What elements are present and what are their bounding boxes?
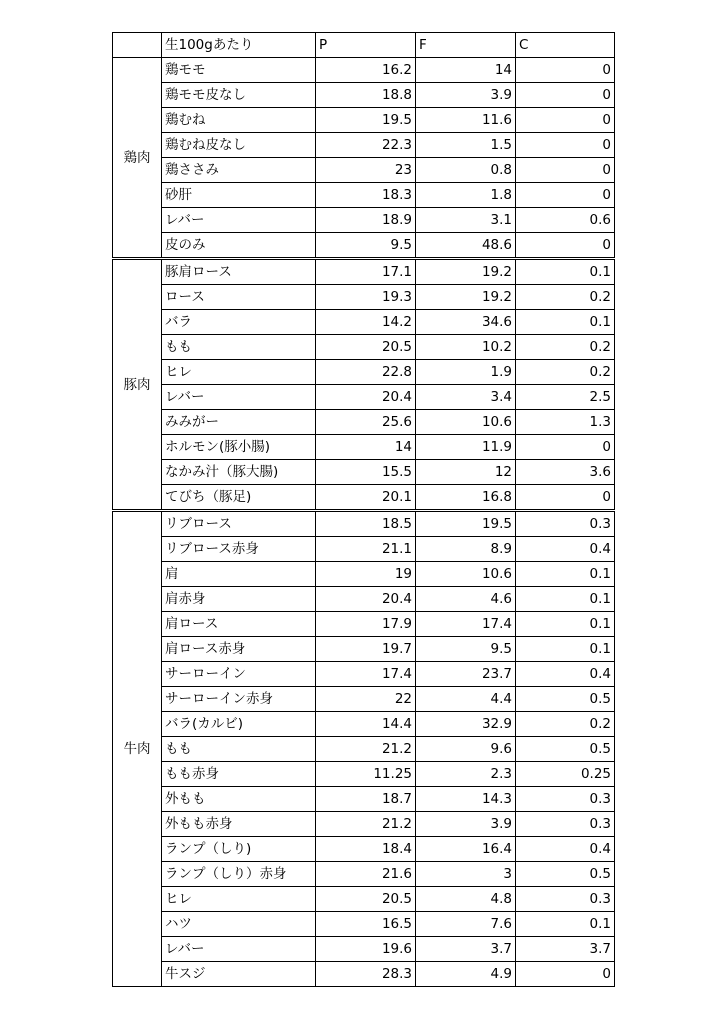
carb-value: 0 <box>516 83 615 108</box>
group-label: 豚肉 <box>113 259 162 511</box>
protein-value: 20.5 <box>316 887 416 912</box>
carb-value: 0.1 <box>516 310 615 335</box>
fat-value: 9.5 <box>416 637 516 662</box>
carb-value: 0.5 <box>516 862 615 887</box>
fat-value: 17.4 <box>416 612 516 637</box>
carb-value: 0 <box>516 435 615 460</box>
item-name: 牛スジ <box>162 962 316 987</box>
table-row <box>113 485 615 511</box>
carb-value: 0.3 <box>516 511 615 537</box>
fat-value: 12 <box>416 460 516 485</box>
item-name: 外もも赤身 <box>162 812 316 837</box>
carb-value: 0.2 <box>516 285 615 310</box>
protein-value: 22.3 <box>316 133 416 158</box>
item-name: もも <box>162 737 316 762</box>
table-row <box>113 712 615 737</box>
protein-value: 21.6 <box>316 862 416 887</box>
fat-value: 11.9 <box>416 435 516 460</box>
table-row <box>113 587 615 612</box>
protein-value: 21.2 <box>316 737 416 762</box>
protein-value: 19.6 <box>316 937 416 962</box>
table-row <box>113 435 615 460</box>
carb-value: 0.1 <box>516 259 615 285</box>
table-row <box>113 285 615 310</box>
fat-value: 9.6 <box>416 737 516 762</box>
item-name: サーローイン赤身 <box>162 687 316 712</box>
fat-value: 4.6 <box>416 587 516 612</box>
carb-value: 0.2 <box>516 335 615 360</box>
table-row <box>113 962 615 987</box>
table-row <box>113 360 615 385</box>
item-name: なかみ汁（豚大腸) <box>162 460 316 485</box>
protein-value: 18.3 <box>316 183 416 208</box>
fat-value: 4.8 <box>416 887 516 912</box>
carb-value: 0 <box>516 183 615 208</box>
carb-value: 0.5 <box>516 687 615 712</box>
table-row <box>113 133 615 158</box>
protein-value: 18.8 <box>316 83 416 108</box>
protein-value: 20.4 <box>316 587 416 612</box>
protein-value: 19.5 <box>316 108 416 133</box>
table-row <box>113 410 615 435</box>
fat-value: 23.7 <box>416 662 516 687</box>
protein-value: 23 <box>316 158 416 183</box>
header-fat: F <box>416 33 516 58</box>
item-name: リブロース <box>162 511 316 537</box>
carb-value: 0 <box>516 962 615 987</box>
table-row <box>113 887 615 912</box>
protein-value: 14 <box>316 435 416 460</box>
item-name: もも赤身 <box>162 762 316 787</box>
table-row <box>113 58 615 83</box>
fat-value: 4.9 <box>416 962 516 987</box>
fat-value: 14.3 <box>416 787 516 812</box>
table-row <box>113 108 615 133</box>
item-name: ハツ <box>162 912 316 937</box>
header-group-cell <box>113 33 162 58</box>
item-name: 鶏むね皮なし <box>162 133 316 158</box>
carb-value: 0 <box>516 233 615 259</box>
table-row <box>113 637 615 662</box>
item-name: ランプ（しり) <box>162 837 316 862</box>
table-row <box>113 562 615 587</box>
nutrition-table <box>112 32 615 987</box>
item-name: リブロース赤身 <box>162 537 316 562</box>
fat-value: 3.4 <box>416 385 516 410</box>
carb-value: 0.3 <box>516 812 615 837</box>
fat-value: 16.8 <box>416 485 516 511</box>
item-name: 肩ロース <box>162 612 316 637</box>
table-row <box>113 310 615 335</box>
table-row <box>113 233 615 259</box>
fat-value: 3.1 <box>416 208 516 233</box>
fat-value: 10.2 <box>416 335 516 360</box>
table-row <box>113 335 615 360</box>
fat-value: 11.6 <box>416 108 516 133</box>
protein-value: 28.3 <box>316 962 416 987</box>
table-row <box>113 662 615 687</box>
table-row <box>113 862 615 887</box>
item-name: ロース <box>162 285 316 310</box>
carb-value: 0.25 <box>516 762 615 787</box>
table-row <box>113 460 615 485</box>
carb-value: 0 <box>516 485 615 511</box>
item-name: みみがー <box>162 410 316 435</box>
protein-value: 15.5 <box>316 460 416 485</box>
item-name: 砂肝 <box>162 183 316 208</box>
table-row <box>113 837 615 862</box>
carb-value: 0.4 <box>516 662 615 687</box>
header-protein: P <box>316 33 416 58</box>
item-name: 皮のみ <box>162 233 316 259</box>
fat-value: 1.8 <box>416 183 516 208</box>
item-name: レバー <box>162 385 316 410</box>
item-name: 鶏ささみ <box>162 158 316 183</box>
protein-value: 16.2 <box>316 58 416 83</box>
header-row <box>113 33 615 58</box>
header-carb: C <box>516 33 615 58</box>
carb-value: 1.3 <box>516 410 615 435</box>
table-row <box>113 537 615 562</box>
carb-value: 0.4 <box>516 837 615 862</box>
protein-value: 17.1 <box>316 259 416 285</box>
carb-value: 0.4 <box>516 537 615 562</box>
protein-value: 11.25 <box>316 762 416 787</box>
protein-value: 14.4 <box>316 712 416 737</box>
item-name: 外もも <box>162 787 316 812</box>
protein-value: 25.6 <box>316 410 416 435</box>
fat-value: 3 <box>416 862 516 887</box>
item-name: レバー <box>162 208 316 233</box>
table-row <box>113 208 615 233</box>
protein-value: 21.2 <box>316 812 416 837</box>
protein-value: 20.1 <box>316 485 416 511</box>
protein-value: 22.8 <box>316 360 416 385</box>
protein-value: 17.9 <box>316 612 416 637</box>
carb-value: 0 <box>516 108 615 133</box>
protein-value: 16.5 <box>316 912 416 937</box>
carb-value: 3.6 <box>516 460 615 485</box>
group-label: 牛肉 <box>113 511 162 987</box>
item-name: 鶏むね <box>162 108 316 133</box>
item-name: 肩 <box>162 562 316 587</box>
item-name: 豚肩ロース <box>162 259 316 285</box>
fat-value: 19.5 <box>416 511 516 537</box>
item-name: レバー <box>162 937 316 962</box>
item-name: ヒレ <box>162 887 316 912</box>
fat-value: 14 <box>416 58 516 83</box>
carb-value: 0.6 <box>516 208 615 233</box>
fat-value: 1.9 <box>416 360 516 385</box>
table-row <box>113 183 615 208</box>
fat-value: 8.9 <box>416 537 516 562</box>
protein-value: 17.4 <box>316 662 416 687</box>
carb-value: 0.2 <box>516 712 615 737</box>
table-row <box>113 612 615 637</box>
carb-value: 0.1 <box>516 562 615 587</box>
fat-value: 3.9 <box>416 83 516 108</box>
item-name: ヒレ <box>162 360 316 385</box>
fat-value: 10.6 <box>416 562 516 587</box>
fat-value: 7.6 <box>416 912 516 937</box>
table-row <box>113 737 615 762</box>
carb-value: 0.1 <box>516 637 615 662</box>
table-row <box>113 83 615 108</box>
item-name: 肩赤身 <box>162 587 316 612</box>
protein-value: 20.4 <box>316 385 416 410</box>
fat-value: 34.6 <box>416 310 516 335</box>
protein-value: 20.5 <box>316 335 416 360</box>
item-name: もも <box>162 335 316 360</box>
carb-value: 0.3 <box>516 887 615 912</box>
fat-value: 0.8 <box>416 158 516 183</box>
carb-value: 0.5 <box>516 737 615 762</box>
protein-value: 14.2 <box>316 310 416 335</box>
protein-value: 18.7 <box>316 787 416 812</box>
fat-value: 10.6 <box>416 410 516 435</box>
item-name: ランプ（しり）赤身 <box>162 862 316 887</box>
table-row <box>113 158 615 183</box>
item-name: バラ <box>162 310 316 335</box>
table-row <box>113 762 615 787</box>
table-body <box>113 33 615 987</box>
carb-value: 0 <box>516 58 615 83</box>
carb-value: 2.5 <box>516 385 615 410</box>
fat-value: 3.7 <box>416 937 516 962</box>
protein-value: 9.5 <box>316 233 416 259</box>
item-name: 肩ロース赤身 <box>162 637 316 662</box>
fat-value: 32.9 <box>416 712 516 737</box>
fat-value: 16.4 <box>416 837 516 862</box>
table-row <box>113 259 615 285</box>
protein-value: 22 <box>316 687 416 712</box>
protein-value: 19 <box>316 562 416 587</box>
fat-value: 1.5 <box>416 133 516 158</box>
item-name: 鶏モモ皮なし <box>162 83 316 108</box>
carb-value: 3.7 <box>516 937 615 962</box>
carb-value: 0.1 <box>516 587 615 612</box>
fat-value: 2.3 <box>416 762 516 787</box>
fat-value: 19.2 <box>416 259 516 285</box>
table-row <box>113 812 615 837</box>
carb-value: 0 <box>516 133 615 158</box>
item-name: 鶏モモ <box>162 58 316 83</box>
protein-value: 18.9 <box>316 208 416 233</box>
protein-value: 18.5 <box>316 511 416 537</box>
fat-value: 4.4 <box>416 687 516 712</box>
item-name: バラ(カルビ) <box>162 712 316 737</box>
fat-value: 48.6 <box>416 233 516 259</box>
item-name: サーローイン <box>162 662 316 687</box>
table-row <box>113 687 615 712</box>
carb-value: 0 <box>516 158 615 183</box>
carb-value: 0.2 <box>516 360 615 385</box>
table-row <box>113 385 615 410</box>
table-row <box>113 912 615 937</box>
carb-value: 0.3 <box>516 787 615 812</box>
fat-value: 19.2 <box>416 285 516 310</box>
protein-value: 19.3 <box>316 285 416 310</box>
item-name: てびち（豚足) <box>162 485 316 511</box>
fat-value: 3.9 <box>416 812 516 837</box>
table-row <box>113 937 615 962</box>
protein-value: 21.1 <box>316 537 416 562</box>
group-label: 鶏肉 <box>113 58 162 259</box>
protein-value: 19.7 <box>316 637 416 662</box>
item-name: ホルモン(豚小腸) <box>162 435 316 460</box>
table-row <box>113 511 615 537</box>
table-row <box>113 787 615 812</box>
protein-value: 18.4 <box>316 837 416 862</box>
header-name: 生100gあたり <box>162 33 316 58</box>
carb-value: 0.1 <box>516 912 615 937</box>
carb-value: 0.1 <box>516 612 615 637</box>
